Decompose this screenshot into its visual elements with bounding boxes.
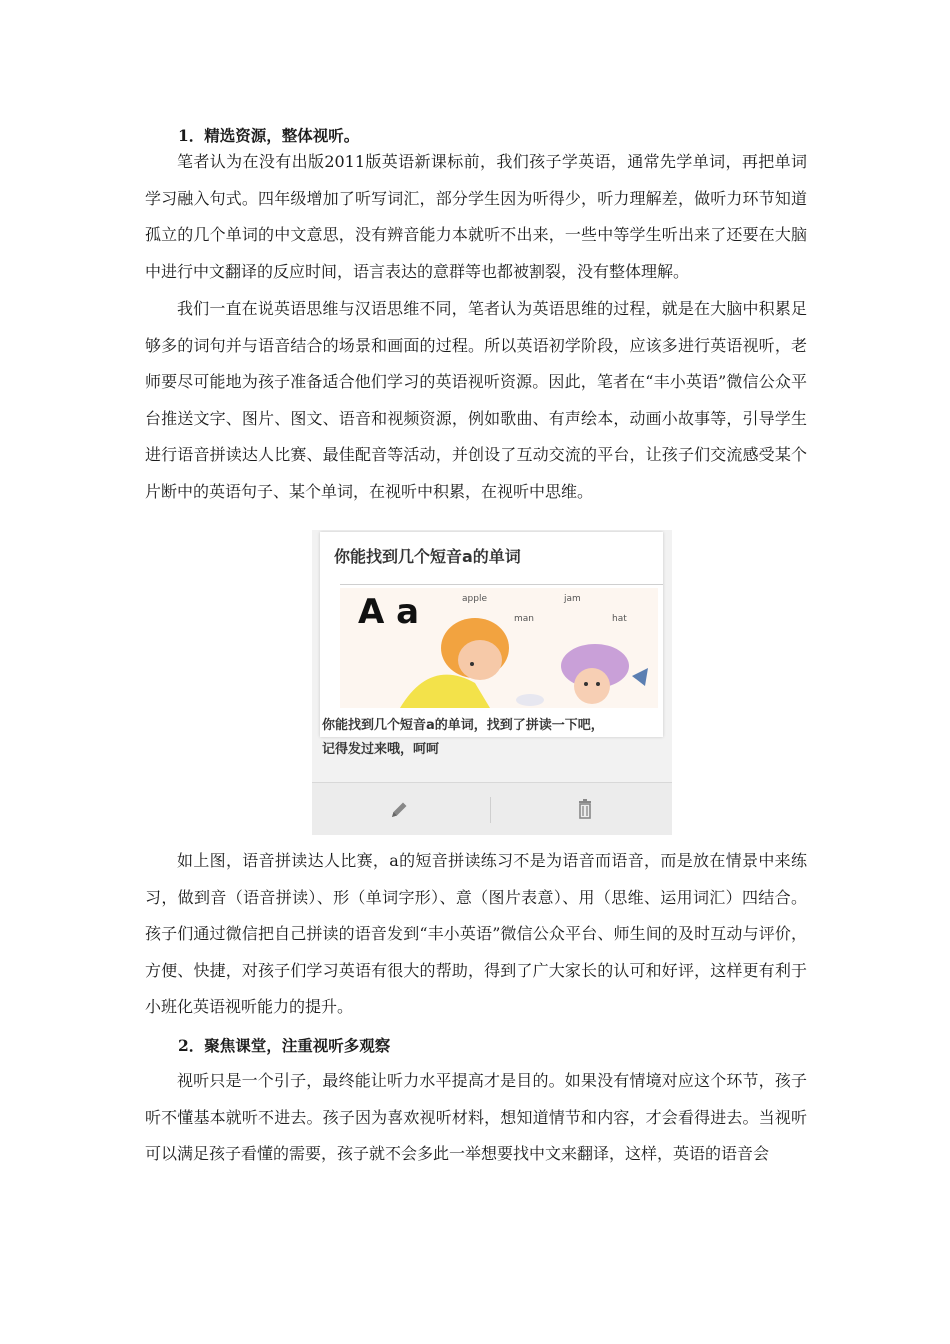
letters-aa: A a xyxy=(358,592,420,632)
paragraph-2: 我们一直在说英语思维与汉语思维不同，笔者认为英语思维的过程，就是在大脑中积累足够多的词句并与语音结合的场景和画面的过程。所以英语初学阶段，应该多进行英语视听，老师要尽可能地为孩子准备适合他们学习的英语视听资源。因此，笔者在“丰小英语”微信公众平台推送文字、图片、图文、语音和视频资源，例如歌曲、有声绘本，动画小故事等，引导学生进行语音拼读达人比赛、最佳配音等活动，并创设了互动交流的平台，让孩子们交流感受某个片断中的英语句子、某个单词，在视听中积累，在视听中思维。 xyxy=(145,299,807,501)
post-caption xyxy=(322,714,662,762)
edit-button[interactable] xyxy=(384,795,414,825)
pencil-icon xyxy=(384,795,414,825)
caption-line-1: 你能找到几个短音a的单词，找到了拼读一下吧， xyxy=(322,718,604,733)
post-card xyxy=(320,532,663,737)
word-man: man xyxy=(514,614,534,624)
paragraph-4: 视听只是一个引子，最终能让听力水平提高才是目的。如果没有情境对应这个环节，孩子听不懂基本就听不进去。孩子因为喜欢视听材料，想知道情节和内容，才会看得进去。当视听可以满足孩子看懂的需要，孩子就不会多此一举想要找中文来翻译，这样，英语的语音会 xyxy=(145,1071,807,1164)
illustration xyxy=(340,588,658,708)
wechat-post-figure xyxy=(312,530,672,835)
paragraph-1: 笔者认为在没有出版2011版英语新课标前，我们孩子学英语，通常先学单词，再把单词学习融入句式。四年级增加了听写词汇，部分学生因为听得少，听力理解差，做听力环节知道孤立的几个单词的中文意思，没有辨音能力本就听不出来，一些中等学生听出来了还要在大脑中进行中文翻译的反应时间，语言表达的意群等也都被割裂，没有整体理解。 xyxy=(145,152,807,281)
section-heading-2: 2．聚焦课堂，注重视听多观察 xyxy=(178,1036,391,1055)
paragraph-3: 如上图，语音拼读达人比赛，a的短音拼读练习不是为语音而语音，而是放在情景中来练习，做到音（语音拼读）、形（单词字形）、意（图片表意）、用（思维、运用词汇）四结合。孩子们通过微信把自己拼读的语音发到“丰小英语”微信公众平台、师生间的及时互动与评价，方便、快捷，对孩子们学习英语有很大的帮助，得到了广大家长的认可和好评，这样更有利于小班化英语视听能力的提升。 xyxy=(145,851,807,1017)
toolbar-divider xyxy=(490,797,491,823)
word-apple: apple xyxy=(462,594,487,604)
trash-icon xyxy=(570,795,600,825)
word-jam: jam xyxy=(564,594,581,604)
card-title: 你能找到几个短音a的单词 xyxy=(334,547,521,566)
section-heading-1: 1．精选资源，整体视听。 xyxy=(178,126,360,145)
post-toolbar xyxy=(312,782,672,835)
delete-button[interactable] xyxy=(570,795,600,825)
divider xyxy=(340,584,663,585)
word-hat: hat xyxy=(612,614,627,624)
caption-line-2: 记得发过来哦，呵呵 xyxy=(322,742,440,757)
